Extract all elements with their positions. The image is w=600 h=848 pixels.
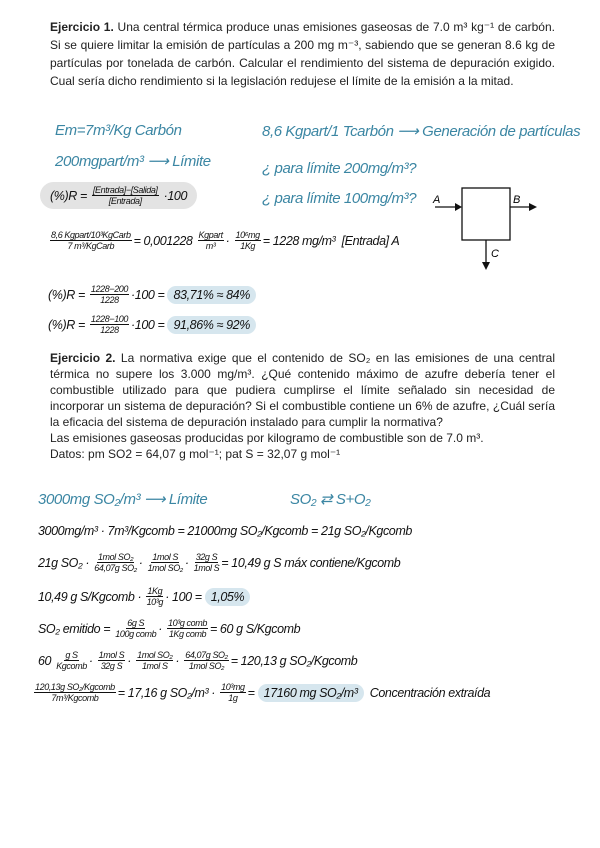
numerator: Kgpart: [198, 230, 223, 240]
fraction: [90, 314, 129, 335]
numerator: 1228−200: [90, 284, 129, 294]
numerator: 10³mg: [221, 682, 245, 692]
numerator: 10³g comb: [168, 618, 207, 628]
denominator: Kgcomb: [56, 661, 87, 671]
highlighted-result: 83,71% ≈ 84%: [167, 286, 255, 304]
denominator: 100g comb: [115, 629, 157, 639]
note-text: · 100 =: [165, 589, 205, 604]
denominator: 1g: [228, 693, 238, 703]
denominator: 1mol S: [141, 661, 168, 671]
exercise-1-statement: [50, 18, 555, 90]
note-text: SO₂ ⇄ S+O₂: [290, 491, 371, 508]
note-c4: [38, 618, 300, 639]
highlighted-result: 91,86% ≈ 92%: [167, 316, 255, 334]
numerator: 1mol S: [98, 650, 125, 660]
note-text: ¿ para límite 100mg/m³?: [262, 190, 417, 207]
denominator: 7m³/Kgcomb: [51, 693, 99, 703]
denominator: 32g S: [100, 661, 123, 671]
note-text: = 17,16 g SO₂/m³ ·: [117, 685, 219, 700]
highlighted-result: 1,05%: [205, 588, 250, 606]
denominator: m³: [205, 241, 216, 251]
numerator: g S: [65, 650, 78, 660]
fraction: [90, 284, 129, 305]
note-text: Em=7m³/Kg Carbón: [55, 122, 182, 139]
note-limite2: [38, 490, 207, 508]
numerator: 1228−100: [90, 314, 129, 324]
note-text: 200mgpart/m³ ⟶ Límite: [55, 153, 211, 170]
note-text: 3000mg/m³ · 7m³/Kgcomb = 21000mg SO₂/Kgcomb = 21g SO₂/Kgcomb: [38, 524, 412, 538]
note-text: = 1228 mg/m³ [Entrada] A: [262, 233, 400, 248]
note-text: 21g SO₂ ·: [38, 555, 93, 570]
note-text: =: [247, 685, 258, 700]
label-c: C: [491, 248, 499, 260]
numerator: 8,6 Kgpart/10³KgCarb: [51, 230, 131, 240]
note-q200: [262, 160, 416, 177]
note-gen: [262, 122, 580, 140]
note-text: ·: [127, 653, 135, 668]
note-text: = 120,13 g SO₂/Kgcomb: [230, 653, 358, 668]
fraction: [34, 682, 116, 703]
note-text: (%)R =: [50, 188, 90, 203]
note-text: ·: [225, 233, 233, 248]
fraction: [50, 230, 132, 251]
note-text: ·: [138, 555, 146, 570]
note-text: ·: [88, 653, 96, 668]
fraction: [94, 552, 136, 573]
exercise-1-label: Ejercicio 1.: [50, 20, 114, 34]
note-entrada: [48, 230, 399, 251]
note-text: ·100 =: [131, 287, 168, 302]
numerator: 1mol SO₂: [137, 650, 173, 660]
numerator: 120,13g SO₂/Kgcomb: [35, 682, 115, 692]
numerator: [Entrada]−[Salida]: [92, 185, 158, 195]
denominator: [Entrada]: [108, 196, 142, 206]
numerator: 1mol SO₂: [97, 552, 134, 562]
exercise-1-text: Una central térmica produce unas emisiones gaseosas de 7.0 m³ kg⁻¹ de carbón. Si se quiere limitar la emisión de partículas a 200 mg m⁻³, sabiendo que se generan 8.6 kg de partículas por tonelada de carbón. Calcular el rendimiento del sistema de depuración exigido. Cual sería dicho rendimiento si la legislación redujese el límite de la emisión a la mitad.: [50, 20, 555, 88]
denominator: 1mol S: [193, 563, 220, 573]
denominator: 1mol SO₂: [188, 661, 225, 671]
numerator: 10⁶mg: [235, 230, 260, 240]
note-c5: [38, 650, 357, 671]
denominator: 1228: [100, 325, 119, 335]
note-text: Concentración extraída: [363, 685, 491, 700]
numerator: 32g S: [195, 552, 218, 562]
note-text: 8,6 Kgpart/1 Tcarbón ⟶ Generación de partículas: [262, 123, 581, 140]
note-text: ·: [175, 653, 183, 668]
fraction: [136, 650, 173, 671]
exercise-2-data: Datos: pm SO2 = 64,07 g mol⁻¹; pat S = 32,07 g mol⁻¹: [50, 447, 341, 461]
exercise-2-label: Ejercicio 2.: [50, 351, 116, 365]
exercise-2-text: La normativa exige que el contenido de SO₂ en las emisiones de una central térmica no supere los 3.000 mg/m³. ¿Qué contenido máximo de azufre debería tener el combustible utilizado para que pudiera cumplirse el límite señalado sin necesidad de incorporar un sistema de depuración? Si el combustible contiene un 6% de azufre, ¿Cuál sería la eficacia del sistema de depuración instalado para cumplir la normativa?: [50, 351, 555, 429]
note-text: ·: [158, 621, 166, 636]
note-text: 10,49 g S/Kgcomb ·: [38, 589, 145, 604]
note-text: (%)R =: [48, 317, 88, 332]
numerator: 6g S: [127, 618, 145, 628]
fraction: [148, 552, 183, 573]
fraction: [115, 618, 156, 639]
denominator: 1228: [100, 295, 119, 305]
note-text: ¿ para límite 200mg/m³?: [262, 160, 417, 177]
fraction: [220, 682, 246, 703]
exercise-2-statement: [50, 350, 555, 462]
fraction: [92, 185, 159, 206]
note-text: = 60 g S/Kgcomb: [209, 621, 301, 636]
fraction: [184, 650, 228, 671]
fraction: [198, 230, 224, 251]
note-reaccion: [290, 490, 370, 508]
note-c2: [38, 552, 400, 573]
denominator: 10³g: [146, 597, 163, 607]
note-text: ·: [184, 555, 192, 570]
process-diagram: [425, 185, 555, 275]
fraction: [167, 618, 208, 639]
note-c6: [32, 682, 490, 703]
numerator: 1mol S: [152, 552, 179, 562]
denominator: 1mol SO₂: [147, 563, 183, 573]
note-text: 60: [38, 653, 55, 668]
note-text: (%)R =: [48, 287, 88, 302]
denominator: 64,07g SO₂: [94, 563, 137, 573]
fraction: [56, 650, 87, 671]
note-q100: [262, 190, 416, 207]
note-em: [55, 122, 182, 139]
note-c3: [38, 586, 250, 607]
note-text: ·100 =: [131, 317, 168, 332]
fraction: [235, 230, 261, 251]
fraction: [146, 586, 163, 607]
denominator: 1Kg: [240, 241, 256, 251]
note-r1: [48, 284, 256, 305]
note-limite1: [55, 152, 211, 170]
note-text: = 10,49 g S máx contiene/Kgcomb: [221, 555, 401, 570]
process-box: [462, 188, 510, 240]
fraction: [98, 650, 126, 671]
note-c1: [38, 524, 412, 538]
note-text: 3000mg SO₂/m³ ⟶ Límite: [38, 491, 208, 508]
note-text: = 0,001228: [133, 233, 196, 248]
note-r2: [48, 314, 256, 335]
label-a: A: [433, 194, 441, 206]
denominator: 1Kg comb: [168, 629, 207, 639]
note-formula: [40, 182, 197, 209]
fraction: [194, 552, 220, 573]
note-text: ·100: [160, 188, 188, 203]
highlighted-result: 17160 mg SO₂/m³: [258, 684, 364, 702]
denominator: 7 m³/KgCarb: [67, 241, 115, 251]
numerator: 64,07g SO₂: [185, 650, 228, 660]
note-text: SO₂ emitido =: [38, 621, 114, 636]
exercise-2-text2: Las emisiones gaseosas producidas por kilogramo de combustible son de 7.0 m³.: [50, 431, 484, 445]
label-b: B: [513, 194, 521, 206]
numerator: 1Kg: [147, 586, 163, 596]
